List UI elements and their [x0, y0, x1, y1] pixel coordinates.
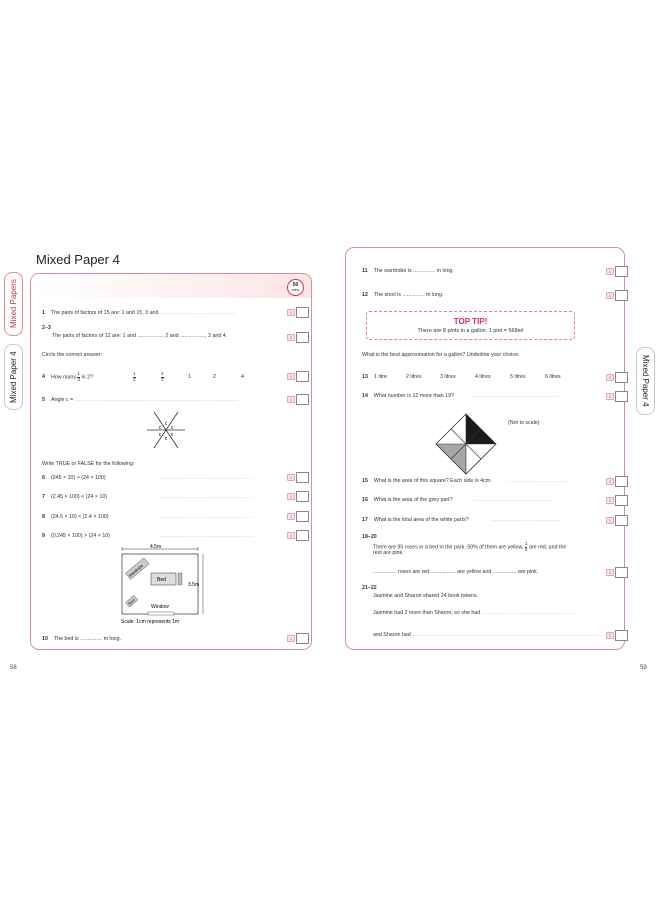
mark-box[interactable] [296, 511, 309, 522]
mark-box[interactable] [296, 491, 309, 502]
question-12: 12 The stool is ............... m long. [362, 292, 444, 298]
question-18-20-answer[interactable]: ................ roses are red, ................ are yellow and ................ are pink. [373, 569, 539, 575]
question-21-22-number: 21–22 [362, 585, 377, 591]
tip-text: There are 8 pints in a gallon. 1 pint = 568ml [417, 328, 524, 334]
mark-tab: 1 [606, 478, 614, 485]
mark-box[interactable] [615, 515, 628, 526]
bed-label: Bed [157, 577, 166, 583]
mark-box[interactable] [296, 332, 309, 343]
answer-line[interactable]: .............................................. [158, 475, 254, 481]
question-14: 14 What number is 12 more than 19? [362, 393, 454, 399]
header-band [31, 274, 311, 298]
q21-line-2: and Sharon had ........................................................................................... [373, 632, 602, 638]
q21-line-1: Jasmine had 2 more than Sharon, so she had .............................................. [373, 610, 578, 616]
question-18-20: There are 95 roses in a bed in the park. 50% of them are yellow, $\frac{1}{5}$ are red, and the [373, 541, 567, 552]
mark-tab: 1 [287, 532, 295, 539]
angle-label: c [170, 432, 174, 438]
height-label: 3.5m [188, 582, 200, 588]
question-2-3: The pairs of factors of 12 are: 1 and ................., 2 and ................., 3 and 4. [52, 333, 228, 339]
room-plan-diagram [118, 544, 218, 626]
side-tab-mixed-paper-4[interactable]: Mixed Paper 4 [636, 347, 655, 415]
answer-line[interactable]: ........................................... [470, 393, 560, 399]
question-13-number: 13 [362, 374, 368, 380]
answer-line[interactable]: ....................................... [474, 497, 555, 503]
mark-box[interactable] [615, 290, 628, 301]
mark-tab: 1 [287, 373, 295, 380]
square-diagram [434, 412, 498, 476]
page-number: 59 [640, 665, 647, 671]
not-to-scale-label: (Not to scale) [508, 420, 540, 426]
question-8: 8 (24.5 × 10) < (2.4 × 100) [42, 514, 109, 520]
wardrobe-label: Wardrobe [127, 562, 145, 579]
width-label: 4.5m [150, 544, 162, 550]
answer-line[interactable]: .............................................. [158, 533, 254, 539]
mark-box[interactable] [615, 476, 628, 487]
mark-tab: 1 [287, 396, 295, 403]
q13-option-4-litres[interactable]: 4 litres [475, 374, 491, 380]
fraction-one-third: $\frac{1}{3}$ [77, 371, 80, 382]
angle-label: c [158, 432, 162, 438]
mark-box[interactable] [615, 391, 628, 402]
mark-tab: 1 [287, 513, 295, 520]
mark-box[interactable] [615, 630, 628, 641]
angle-diagram [146, 411, 186, 449]
question-17: 17 What is the total area of the white parts? [362, 517, 469, 523]
angle-label: c [170, 425, 174, 431]
mark-tab: 1 [287, 474, 295, 481]
scale-label: Scale: 1cm represents 1m [121, 619, 180, 625]
mark-tab: 1 [287, 309, 295, 316]
question-1: 1 The pairs of factors of 15 are: 1 and 15, 3 and ..................................... [42, 310, 237, 316]
timer-icon: 50 mins [287, 279, 304, 296]
answer-line[interactable]: .............................................. [158, 494, 254, 500]
question-18-20-number: 18–20 [362, 534, 377, 540]
question-7: 7 (2.45 × 100) < (24 × 10) [42, 494, 108, 500]
mark-box[interactable] [296, 394, 309, 405]
angle-label: c [164, 436, 168, 442]
side-tab-mixed-papers[interactable]: Mixed Papers [4, 272, 23, 336]
q4-option-4[interactable]: 4 [241, 374, 244, 380]
mark-tab: 1 [606, 497, 614, 504]
mark-tab: 2 [287, 334, 295, 341]
question-21-22: Jasmine and Sharon shared 24 book tokens. [373, 593, 479, 599]
question-9: 9 (0.245 × 100) > (24 × 10) [42, 533, 110, 539]
mark-box[interactable] [615, 372, 628, 383]
angle-label: c [158, 425, 162, 431]
top-tip-box [366, 311, 575, 340]
mark-tab: 1 [606, 292, 614, 299]
mark-tab: 1 [287, 493, 295, 500]
q13-option-1-litre[interactable]: 1 litre [374, 374, 387, 380]
side-tab-mixed-paper-4[interactable]: Mixed Paper 4 [4, 344, 23, 410]
approximation-instruction: What is the best approximation for a gallon? Underline your choice. [362, 352, 520, 358]
q13-option-6-litres[interactable]: 6 litres [545, 374, 561, 380]
question-16: 16 What is the area of the grey part? [362, 497, 453, 503]
q13-option-3-litres[interactable]: 3 litres [440, 374, 456, 380]
q4-option-1[interactable]: 1 [188, 374, 191, 380]
question-4: 4 How many $\frac{1}{3}$ in 2? [42, 371, 93, 382]
q4-option-2[interactable]: 2 [213, 374, 216, 380]
answer-line[interactable]: .............................................. [158, 514, 254, 520]
mark-box[interactable] [296, 530, 309, 541]
q13-option-5-litres[interactable]: 5 litres [510, 374, 526, 380]
answer-line[interactable]: ............................. [508, 478, 569, 484]
question-5: 5 Angle c = ............................................................................... [42, 397, 239, 403]
true-false-instruction: Write TRUE or FALSE for the following: [42, 461, 135, 467]
mark-box[interactable] [296, 633, 309, 644]
stool-label: Stool [127, 597, 136, 607]
mark-box[interactable] [615, 266, 628, 277]
question-6: 6 (245 × 10) > (24 × 100) [42, 475, 106, 481]
question-15: 15 What is the area of this square? Each side is 4cm. [362, 478, 492, 484]
q13-option-2-litres[interactable]: 2 litres [406, 374, 422, 380]
page-title: Mixed Paper 4 [36, 252, 120, 267]
mark-box[interactable] [296, 371, 309, 382]
question-18-20-cont: rest are pink. [373, 550, 404, 556]
mark-tab: 2 [606, 632, 614, 639]
mark-box[interactable] [296, 307, 309, 318]
tip-title: TOP TIP! [453, 317, 488, 326]
question-10: 10 The bed is ............... m long. [42, 636, 122, 642]
mark-tab: 1 [606, 517, 614, 524]
mark-tab: 1 [606, 374, 614, 381]
mark-tab: 3 [606, 569, 614, 576]
q4-option-frac-b[interactable]: $\frac{2}{3}$ [161, 371, 164, 382]
circle-instruction: Circle the correct answer: [42, 352, 103, 358]
mark-tab: 1 [287, 635, 295, 642]
window-label: Window [151, 604, 169, 610]
question-11: 11 The wardrobe is ............... m long. [362, 268, 454, 274]
mark-box[interactable] [296, 472, 309, 483]
answer-line[interactable]: ................................. [492, 517, 561, 523]
page-number: 58 [10, 665, 17, 671]
question-2-3-number: 2–3 [42, 325, 51, 331]
q4-option-frac-a[interactable]: $\frac{1}{3}$ [133, 371, 136, 382]
mark-tab: 1 [606, 393, 614, 400]
mark-tab: 1 [606, 268, 614, 275]
angle-label: c [164, 421, 168, 427]
mark-box[interactable] [615, 567, 628, 578]
mark-box[interactable] [615, 495, 628, 506]
